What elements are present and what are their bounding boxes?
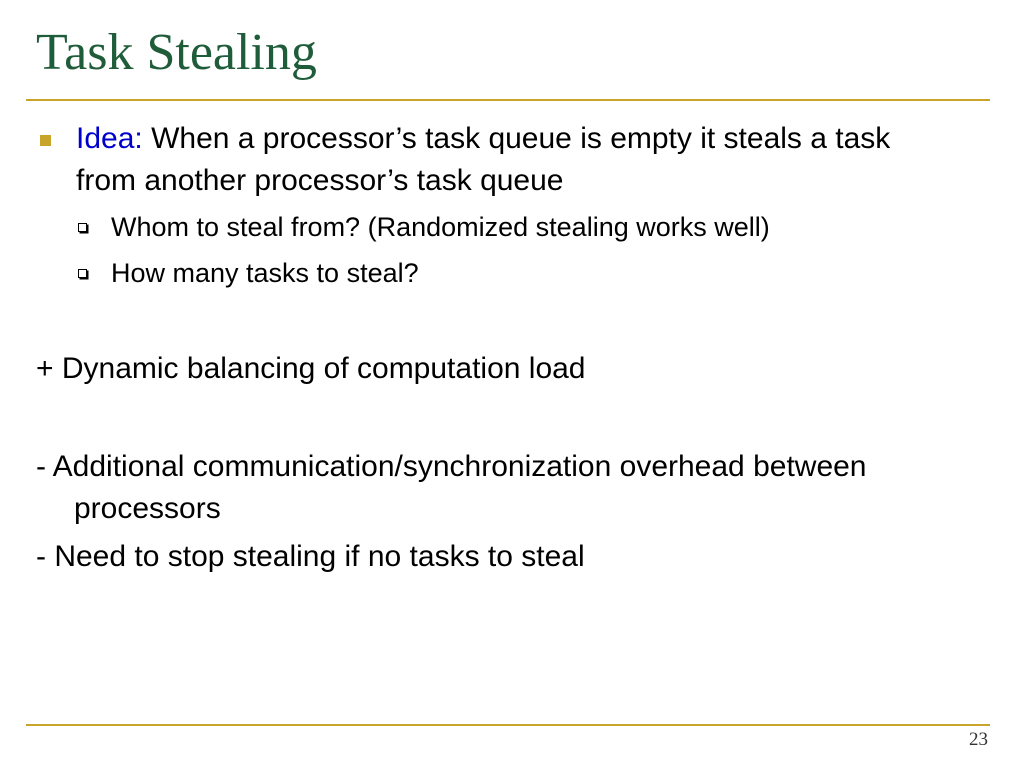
sub-bullet-text: Whom to steal from? (Randomized stealing works well): [111, 212, 770, 242]
hollow-square-bullet-icon: [78, 223, 87, 232]
bullet-idea-text: [76, 118, 956, 202]
hollow-square-bullet-icon: [78, 269, 87, 278]
disadvantage-point-overhead: - Additional communication/synchronization overhead between processors: [36, 450, 867, 525]
footer-divider: [26, 724, 990, 726]
advantage-point: + Dynamic balancing of computation load: [36, 352, 586, 385]
idea-body: When a processor’s task queue is empty it steals a task from another processor’s task queue: [76, 122, 891, 197]
square-bullet-icon: [40, 135, 51, 146]
disadvantage-point-stop: - Need to stop stealing if no tasks to steal: [36, 540, 585, 573]
sub-bullet-text: How many tasks to steal?: [111, 258, 419, 288]
idea-label: Idea:: [76, 122, 143, 155]
page-number: 23: [969, 729, 988, 750]
slide-title: Task Stealing: [36, 24, 317, 81]
